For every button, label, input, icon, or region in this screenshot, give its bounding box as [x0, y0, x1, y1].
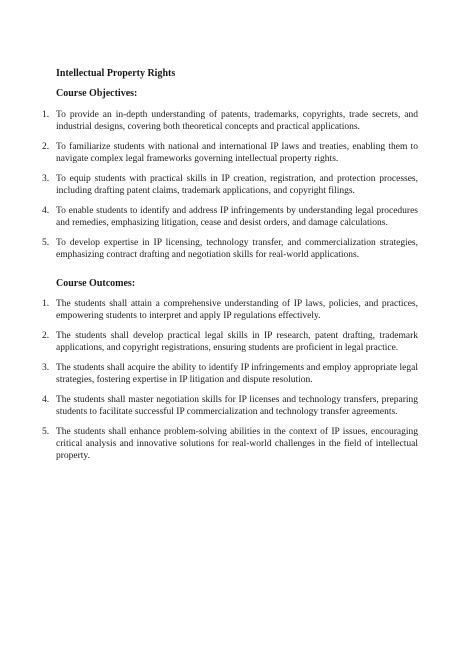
outcome-number: 2.: [42, 331, 50, 341]
outcome-text: The students shall master negotiation skills for IP licenses and technology transfers, preparing students to facilitate successful IP commercialization and technology transfer agreements.: [56, 395, 418, 417]
outcome-text: The students shall develop practical legal skills in IP research, patent drafting, trademark applications, and copyright registrations, ensuring students are proficient in legal practice.: [56, 331, 418, 353]
objective-item: [0, 173, 474, 197]
objective-number: 1.: [42, 110, 50, 120]
outcome-item: [0, 362, 474, 386]
objective-text: To develop expertise in IP licensing, technology transfer, and commercialization strategies, emphasizing contract drafting and negotiation skills for real-world applications.: [56, 238, 418, 260]
outcome-number: 4.: [42, 395, 50, 405]
objective-text: To equip students with practical skills in IP creation, registration, and protection processes, including drafting patent claims, trademark applications, and copyright filings.: [56, 174, 418, 196]
objective-item: [0, 141, 474, 165]
objective-text: To enable students to identify and address IP infringements by understanding legal procedures and remedies, emphasizing litigation, cease and desist orders, and damage calculations.: [56, 206, 418, 228]
objective-text: To provide an in-depth understanding of patents, trademarks, copyrights, trade secrets, and industrial designs, covering both theoretical concepts and practical applications.: [56, 110, 418, 132]
outcome-item: [0, 298, 474, 322]
document-title: Intellectual Property Rights: [56, 68, 176, 79]
outcomes-list: [0, 298, 474, 470]
outcome-item: [0, 330, 474, 354]
objective-item: [0, 237, 474, 261]
outcome-item: [0, 426, 474, 462]
objectives-heading: Course Objectives:: [56, 88, 138, 99]
outcome-number: 5.: [42, 427, 50, 437]
outcomes-heading: Course Outcomes:: [56, 278, 136, 289]
objectives-list: [0, 109, 474, 269]
objective-number: 2.: [42, 142, 50, 152]
outcome-text: The students shall attain a comprehensive understanding of IP laws, policies, and practices, empowering students to interpret and apply IP regulations effectively.: [56, 299, 418, 321]
outcome-text: The students shall acquire the ability to identify IP infringements and employ appropriate legal strategies, fostering expertise in IP litigation and dispute resolution.: [56, 363, 418, 385]
objective-item: [0, 109, 474, 133]
objective-number: 4.: [42, 206, 50, 216]
outcome-number: 3.: [42, 363, 50, 373]
outcome-text: The students shall enhance problem-solving abilities in the context of IP issues, encouraging critical analysis and innovative solutions for real-world challenges in the field of intellectual property.: [56, 427, 418, 461]
objective-number: 3.: [42, 174, 50, 184]
objective-number: 5.: [42, 238, 50, 248]
objective-text: To familiarize students with national and international IP laws and treaties, enabling them to navigate complex legal frameworks governing intellectual property rights.: [56, 142, 418, 164]
objective-item: [0, 205, 474, 229]
outcome-item: [0, 394, 474, 418]
outcome-number: 1.: [42, 299, 50, 309]
